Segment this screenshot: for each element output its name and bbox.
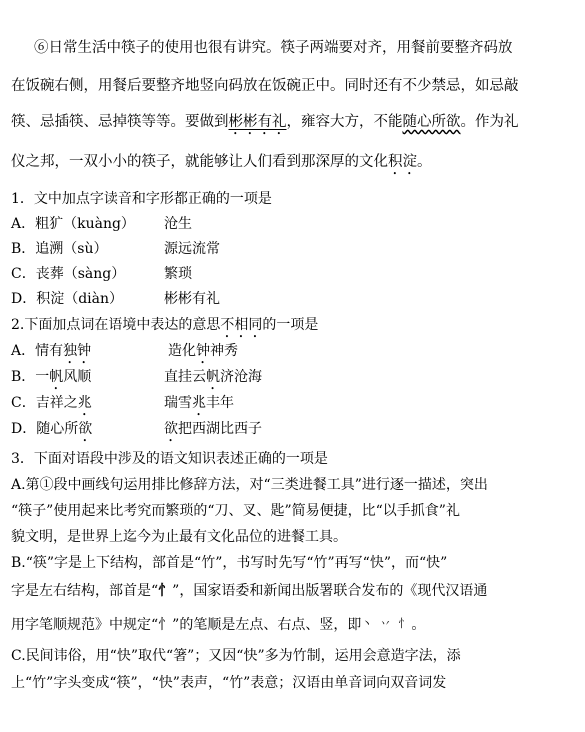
q3-option-a-line-1: A.第①段中画线句运用排比修辞方法，对“三类进餐工具”进行逐一描述，突出 <box>11 477 488 493</box>
q3-option-b-line-1: B.“筷”字是上下结构，部首是“竹”，书写时先写“竹”再写“快”，而“快” <box>11 555 448 571</box>
option-word: 欲把西湖比西子 <box>164 421 262 437</box>
line-text: 字是左右结构，部首是“ <box>11 583 159 599</box>
option-word: 源远流常 <box>164 241 220 257</box>
stroke-order-glyphs: 丶 丷 忄 <box>361 617 412 630</box>
q3-stem: 3．下面对语段中涉及的语文知识表述正确的一项是 <box>11 451 328 467</box>
option-word: 瑞雪兆丰年 <box>164 395 234 411</box>
option-word: 造化钟神秀 <box>168 343 238 359</box>
option-label: B．一帆风顺 <box>11 369 92 385</box>
option-label: A．情有独钟 <box>11 343 92 359</box>
option-label: D．随心所欲 <box>11 421 93 437</box>
option-label: B．追溯（sù） <box>11 241 108 257</box>
line-text: ”，国家语委和新闻出版署联合发布的《现代汉语通 <box>172 583 488 599</box>
passage-line-4 <box>11 150 432 178</box>
line-text: 。 <box>411 617 426 633</box>
passage-text: 。作为礼 <box>460 114 519 130</box>
q2-stem <box>11 314 318 341</box>
option-word: 直挂云帆济沧海 <box>164 369 262 385</box>
q3-option-a-line-2: “筷子”使用起来比考究而繁琐的“刀、叉、匙”简易便捷，比“以手抓食”礼 <box>11 503 460 519</box>
option-word: 沧生 <box>164 216 192 232</box>
option-label: C．丧葬（sàng） <box>11 266 126 282</box>
q3-option-c-line-2: 上“竹”字头变成“筷”，“快”表声，“竹”表意；汉语由单音词向双音词发 <box>11 675 447 691</box>
passage-line-2: 在饭碗右侧，用餐后要整齐地竖向码放在饭碗正中。同时还有不少禁忌，如忌敲 <box>11 78 519 94</box>
passage-text: ，雍容大方，不能 <box>286 114 403 130</box>
passage-line-3 <box>11 110 519 138</box>
option-word: 繁琐 <box>164 266 192 282</box>
phrase-binbin-youli: 彬彬有礼 <box>228 114 287 130</box>
phrase-suixin-suoyu: 随心所欲 <box>402 114 461 130</box>
stem-emphasis: 不相同 <box>220 317 263 333</box>
q3-option-c-line-1: C.民间讳俗，用“快”取代“箸”；又因“快”多为竹制，运用会意造字法，添 <box>11 648 461 664</box>
q1-stem: 1．文中加点字读音和字形都正确的一项是 <box>11 191 272 207</box>
stem-text: 的一项是 <box>262 317 319 333</box>
q3-option-a-line-3: 貌文明，是世界上迄今为止最有文化品位的进餐工具。 <box>11 529 347 545</box>
option-label: C．吉祥之兆 <box>11 395 92 411</box>
q3-option-b-line-3 <box>11 614 425 634</box>
option-label: A．粗犷（kuàng） <box>11 216 135 232</box>
passage-line-1: ⑥日常生活中筷子的使用也很有讲究。筷子两端要对齐，用餐前要整齐码放 <box>34 40 513 56</box>
option-word: 彬彬有礼 <box>164 291 220 307</box>
radical-glyph: 忄 <box>158 583 173 599</box>
stem-text: 2.下面加点词在语境中表达的意思 <box>11 317 221 333</box>
option-label: D．积淀（diàn） <box>11 291 124 307</box>
passage-text: 仪之邦，一双小小的筷子，就能够让人们看到那深厚的文化 <box>11 154 388 170</box>
passage-text: 。 <box>417 154 432 170</box>
q3-option-b-line-2 <box>11 580 487 600</box>
passage-text: 筷、忌插筷、忌掉筷等等。要做到 <box>11 114 229 130</box>
word-jidian: 积淀 <box>388 154 417 170</box>
line-text: 用字笔顺规范》中规定“忄”的笔顺是左点、右点、竖，即 <box>11 617 362 633</box>
